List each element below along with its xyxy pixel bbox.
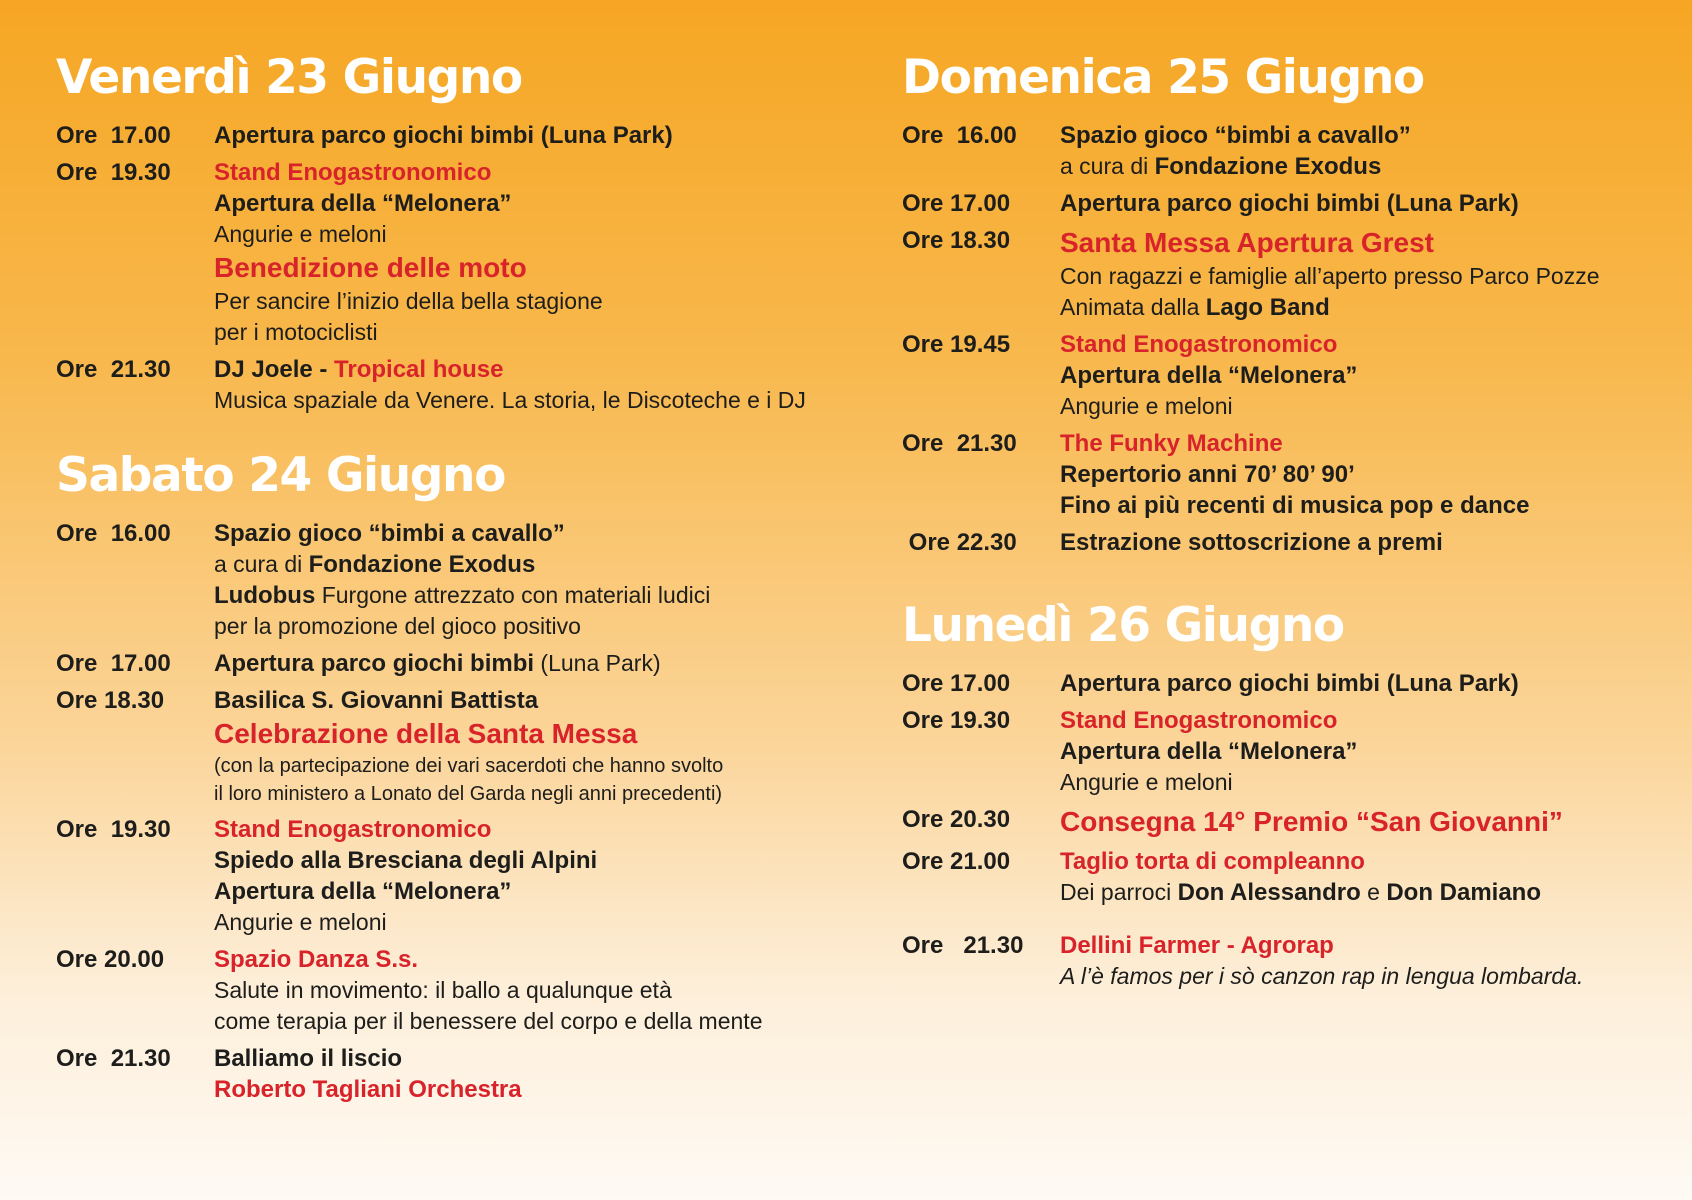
day-title-saturday: Sabato 24 Giugno — [56, 448, 505, 503]
event-item — [902, 188, 1662, 219]
event-item — [902, 930, 1662, 992]
event-time: Ore 21.00 — [902, 848, 1011, 875]
event-line: Apertura della “Melonera” — [214, 190, 512, 217]
event-time: Ore 20.00 — [56, 946, 165, 973]
event-text: Animata dalla — [1060, 294, 1206, 320]
event-line: Spazio Danza S.s. — [214, 946, 419, 973]
event-line: il loro ministero a Lonato del Garda negli anni precedenti) — [214, 783, 723, 805]
event-time: Ore 19.30 — [56, 159, 171, 186]
event-item — [902, 329, 1662, 422]
event-item — [56, 354, 836, 416]
event-line: Con ragazzi e famiglie all’aperto presso Parco Pozze — [1060, 263, 1600, 289]
event-line: per i motociclisti — [214, 319, 378, 345]
event-line: Musica spaziale da Venere. La storia, le Discoteche e i DJ — [214, 387, 806, 413]
event-line — [1060, 292, 1662, 323]
left-column — [56, 46, 836, 1111]
event-line: come terapia per il benessere del corpo e della mente — [214, 1008, 763, 1034]
organizer-name: Fondazione Exodus — [308, 551, 536, 578]
event-line — [1060, 151, 1662, 182]
event-line: Repertorio anni 70’ 80’ 90’ — [1060, 461, 1355, 488]
event-item — [56, 518, 836, 642]
performer-name: DJ Joele - — [214, 356, 335, 383]
event-item — [902, 527, 1662, 558]
event-line: Angurie e meloni — [1060, 393, 1233, 419]
event-text: Apertura parco giochi bimbi — [214, 650, 535, 677]
event-line: per la promozione del gioco positivo — [214, 613, 581, 639]
event-line: Apertura parco giochi bimbi (Luna Park) — [1060, 190, 1519, 217]
event-item — [902, 846, 1662, 908]
event-line: Spiedo alla Bresciana degli Alpini — [214, 847, 598, 874]
event-line: Angurie e meloni — [1060, 769, 1233, 795]
event-time: Ore 16.00 — [902, 122, 1017, 149]
event-line: Apertura della “Melonera” — [214, 878, 512, 905]
event-time: Ore 22.30 — [902, 529, 1017, 556]
right-column — [902, 46, 1662, 998]
event-time: Ore 19.30 — [902, 707, 1011, 734]
event-line: Stand Enogastronomico — [214, 159, 492, 186]
event-item — [56, 944, 836, 1037]
event-line: Basilica S. Giovanni Battista — [214, 687, 539, 714]
event-item — [902, 668, 1662, 699]
event-line: Dellini Farmer - Agrorap — [1060, 932, 1334, 959]
event-item — [56, 120, 836, 151]
event-time: Ore 18.30 — [902, 227, 1011, 254]
priest-name: Don Damiano — [1386, 879, 1542, 906]
event-line: Roberto Tagliani Orchestra — [214, 1076, 522, 1103]
event-time: Ore 18.30 — [56, 687, 165, 714]
event-line: Spazio gioco “bimbi a cavallo” — [214, 520, 565, 547]
event-time: Ore 20.30 — [902, 806, 1011, 833]
event-line — [214, 648, 836, 679]
day-title-friday: Venerdì 23 Giugno — [56, 50, 522, 105]
event-highlight: Celebrazione della Santa Messa — [214, 718, 638, 749]
event-line: Angurie e meloni — [214, 909, 387, 935]
event-line: Apertura della “Melonera” — [1060, 362, 1358, 389]
event-item — [902, 804, 1662, 840]
event-time: Ore 21.30 — [56, 356, 171, 383]
day-title-monday: Lunedì 26 Giugno — [902, 598, 1344, 653]
ludobus-label: Ludobus — [214, 582, 316, 609]
event-line — [214, 580, 836, 611]
event-line: Fino ai più recenti di musica pop e dance — [1060, 492, 1530, 519]
genre-label: Tropical house — [334, 356, 504, 383]
event-line: Estrazione sottoscrizione a premi — [1060, 529, 1443, 556]
event-time: Ore 21.30 — [56, 1045, 171, 1072]
event-highlight: Santa Messa Apertura Grest — [1060, 227, 1434, 258]
event-text: (Luna Park) — [534, 650, 661, 676]
event-time: Ore 17.00 — [56, 650, 171, 677]
event-line: Apertura della “Melonera” — [1060, 738, 1358, 765]
priest-name: Don Alessandro — [1177, 879, 1361, 906]
event-item — [902, 120, 1662, 182]
band-name: Lago Band — [1205, 294, 1330, 321]
event-line: (con la partecipazione dei vari sacerdoti che hanno svolto — [214, 755, 724, 777]
event-line: Spazio gioco “bimbi a cavallo” — [1060, 122, 1411, 149]
event-text: a cura di — [214, 551, 309, 577]
event-text: a cura di — [1060, 153, 1155, 179]
event-text: Dei parroci — [1060, 879, 1178, 905]
event-time: Ore 19.30 — [56, 816, 171, 843]
event-item — [56, 1043, 836, 1105]
day-title-sunday: Domenica 25 Giugno — [902, 50, 1424, 105]
organizer-name: Fondazione Exodus — [1154, 153, 1382, 180]
event-item — [56, 648, 836, 679]
event-line: Apertura parco giochi bimbi (Luna Park) — [1060, 670, 1519, 697]
event-item — [56, 157, 836, 348]
event-item — [56, 685, 836, 808]
event-highlight: Consegna 14° Premio “San Giovanni” — [1060, 806, 1563, 837]
event-text: e — [1360, 879, 1387, 905]
event-line: Per sancire l’inizio della bella stagione — [214, 288, 603, 314]
event-line: The Funky Machine — [1060, 430, 1283, 457]
event-item — [902, 705, 1662, 798]
event-item — [56, 814, 836, 938]
event-time: Ore 16.00 — [56, 520, 171, 547]
event-item — [902, 225, 1662, 323]
event-line: Apertura parco giochi bimbi (Luna Park) — [214, 122, 673, 149]
event-line: Stand Enogastronomico — [214, 816, 492, 843]
event-line: Balliamo il liscio — [214, 1045, 403, 1072]
event-item — [902, 428, 1662, 521]
event-line: Taglio torta di compleanno — [1060, 848, 1365, 875]
event-time: Ore 19.45 — [902, 331, 1011, 358]
event-line: Stand Enogastronomico — [1060, 707, 1338, 734]
event-line: Salute in movimento: il ballo a qualunque età — [214, 977, 672, 1003]
event-line: Stand Enogastronomico — [1060, 331, 1338, 358]
event-line: Angurie e meloni — [214, 221, 387, 247]
event-time: Ore 17.00 — [56, 122, 171, 149]
event-line: A l’è famos per i sò canzon rap in lengua lombarda. — [1060, 963, 1584, 989]
event-highlight: Benedizione delle moto — [214, 252, 527, 283]
event-time: Ore 17.00 — [902, 670, 1011, 697]
event-line — [214, 354, 836, 385]
event-line — [1060, 877, 1662, 908]
event-time: Ore 21.30 — [902, 932, 1024, 959]
event-time: Ore 21.30 — [902, 430, 1017, 457]
event-line — [214, 549, 836, 580]
event-text: Furgone attrezzato con materiali ludici — [315, 582, 711, 608]
event-time: Ore 17.00 — [902, 190, 1011, 217]
